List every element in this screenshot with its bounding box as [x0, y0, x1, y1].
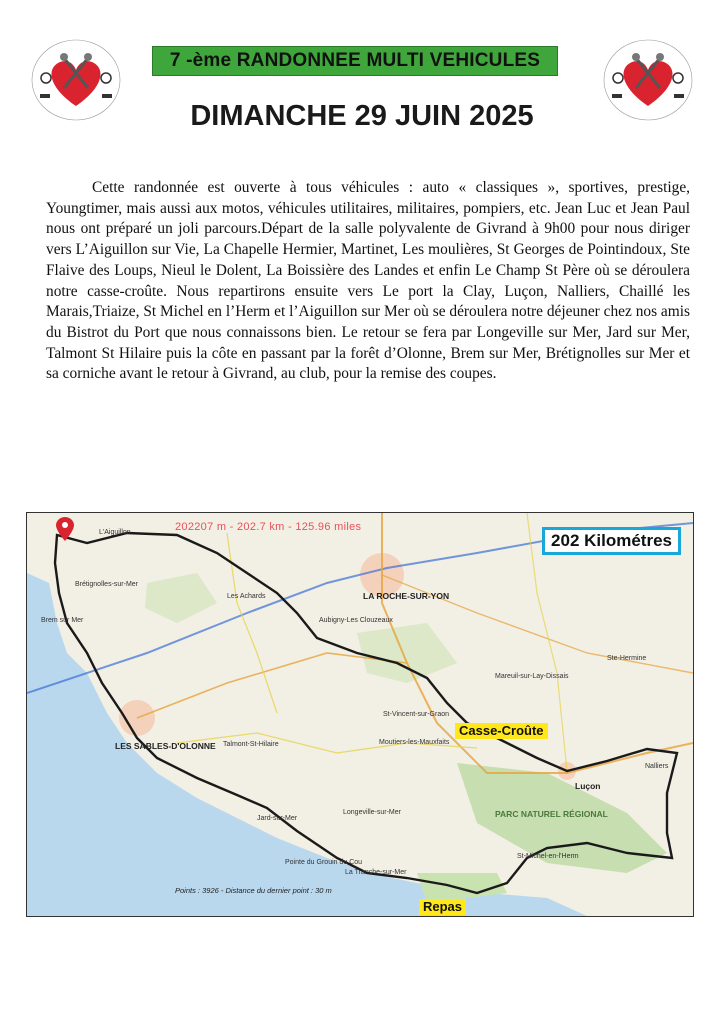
town-longeville: Longeville-sur-Mer — [343, 809, 401, 816]
map-footnote: Points : 3926 - Distance du dernier point : 30 m — [175, 886, 332, 895]
town-moutiers: Moutiers-les-Mauxfaits — [379, 739, 450, 746]
town-aubigny: Aubigny-Les Clouzeaux — [319, 617, 393, 624]
town-mareuil: Mareuil-sur-Lay-Dissais — [495, 673, 569, 680]
town-nalliers: Nalliers — [645, 763, 669, 770]
town-brem: Brem sur Mer — [41, 617, 84, 624]
route-map-graphic — [27, 513, 693, 916]
town-st-michel: St-Michel-en-l'Herm — [517, 853, 579, 860]
route-distance-readout: 202207 m - 202.7 km - 125.96 miles — [175, 521, 362, 533]
meal-stop-label: Repas — [419, 899, 466, 915]
snack-stop-label: Casse-Croûte — [455, 723, 548, 739]
town-bretignolles: Brétignolles-sur-Mer — [75, 581, 139, 588]
town-la-tranche: La Tranche-sur-Mer — [345, 869, 407, 876]
town-la-roche: LA ROCHE-SUR-YON — [363, 591, 450, 601]
event-banner — [152, 46, 558, 76]
town-st-vincent: St-Vincent-sur-Graon — [383, 711, 450, 718]
town-ste-hermine: Ste-Hermine — [607, 655, 647, 662]
town-les-achards: Les Achards — [227, 593, 266, 600]
town-lucon: Luçon — [575, 781, 601, 791]
distance-badge: 202 Kilométres — [542, 527, 681, 555]
park-label: PARC NATUREL RÉGIONAL — [495, 809, 608, 819]
town-talmont: Talmont-St-Hilaire — [223, 741, 279, 748]
event-title: 7 -ème RANDONNEE MULTI VEHICULES — [169, 50, 541, 71]
event-date: DIMANCHE 29 JUIN 2025 — [190, 100, 534, 132]
event-description: Cette randonnée est ouverte à tous véhicules : auto « classiques », sportives, prestige, Youngtimer, mais aussi aux motos, véhicules utilitaires, militaires, pompiers, etc. Jean Luc et Jean Paul nous ont préparé un joli parcours.Départ de la salle polyvalente de Givrand à 9h00 pour nous diriger vers L’Aiguillon sur Vie, La Chapelle Hermier, Martinet, Les moulières, St Georges de Pointindoux, Ste Flaive des Loups, Nieul le Dolent, La Boissière des Landes et enfin Le Champ St Père où se déroulera notre casse-croûte. Nous repartirons ensuite vers Le port la Clay, Luçon, Nalliers, Chaillé les Marais,Triaize, St Michel en l’Herm et l’Aiguillon sur Mer où se déroulera notre déjeuner chez nos amis du Bistrot du Port que nous connaissons bien. Le retour se fera par Longeville sur Mer, Jard sur Mer, Talmont St Hilaire puis la côte en passant par la forêt d’Olonne, Brem sur Mer, Brétignolles sur Mer et sa corniche avant le retour à Givrand, au club, pour la remise des coupes. — [46, 179, 690, 383]
town-jard: Jard-sur-Mer — [257, 815, 298, 822]
route-map — [26, 512, 694, 917]
town-aiguillon-vie: L'Aiguillon — [99, 529, 131, 536]
town-sables: LES SABLES-D'OLONNE — [115, 741, 216, 751]
town-pointe: Pointe du Grouin du Cou — [285, 859, 363, 866]
